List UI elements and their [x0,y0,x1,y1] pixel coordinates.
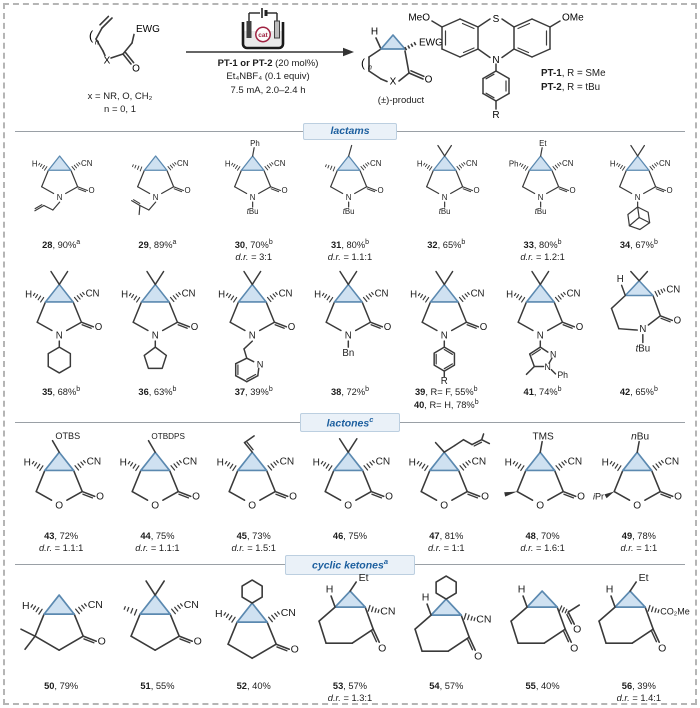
svg-text:N: N [492,55,500,66]
svg-text:n: n [94,37,100,47]
compound-tile-45 [206,433,302,554]
svg-text:CN: CN [375,456,390,468]
structure-28 [13,141,109,237]
compound-label-43 [39,530,83,554]
compound-label-34 [620,238,658,262]
svg-text:O: O [479,322,488,334]
compound-tile-33 [494,138,590,263]
compound-tile-52 [206,575,302,704]
svg-text:R: R [492,110,500,120]
compound-yield: 31, 80%$^b$ [330,239,369,251]
svg-text:N: N [441,192,448,202]
svg-text:CN: CN [85,288,100,300]
structure-33 [494,138,590,237]
section-title: lactams [303,123,396,140]
compound-tile-54 [398,575,494,704]
compound-yield: 32, 65%$^b$ [427,239,466,251]
svg-text:(: ( [361,56,365,70]
svg-text:Et: Et [638,571,649,584]
svg-text:CN: CN [177,158,189,168]
svg-text:H: H [23,457,31,469]
svg-text:O: O [94,322,103,334]
compound-yield: 30, 70%$^b$ [234,239,273,251]
svg-text:H: H [312,457,320,469]
electrochemical-cell-icon [233,7,293,51]
compound-label-50 [44,680,78,704]
compound-tile-41 [494,266,590,409]
structure-41 [494,266,590,384]
compound-label-42 [620,385,658,409]
compound-tile-37 [206,266,302,409]
structure-37 [206,266,302,384]
svg-text:TMS: TMS [532,430,555,442]
structure-54 [398,575,494,679]
compound-label-35 [42,385,80,409]
svg-text:CN: CN [374,288,389,300]
electrode-left [247,21,252,38]
svg-text:H: H [313,289,321,301]
svg-text:N: N [344,330,352,342]
compound-tile-56 [591,571,690,704]
compound-tile-38 [302,266,398,409]
svg-text:CN: CN [278,288,293,300]
structure-46 [302,433,398,529]
svg-text:H: H [609,159,616,169]
svg-text:tBu: tBu [635,343,650,355]
svg-text:tBu: tBu [246,207,259,217]
svg-text:Ph: Ph [249,138,260,148]
svg-text:OMe: OMe [562,12,584,24]
compound-label-48 [520,530,564,554]
svg-text:N: N [56,192,63,202]
compound-label-31 [328,238,372,263]
structure-35 [13,266,109,384]
structure-53 [302,571,398,679]
compound-label-44 [135,530,179,554]
structure-52 [206,575,302,679]
svg-text:N: N [634,192,641,202]
compound-dr: d.r. = 1:1 [427,542,465,553]
svg-text:O: O [247,499,256,511]
compound-tile-47 [398,433,494,554]
structure-51 [109,575,205,679]
compound-label-29 [138,238,176,262]
compound-label-46 [333,530,367,554]
structure-29 [109,141,205,237]
compound-yield: 41, 74%$^b$ [523,386,562,398]
compound-tile-49 [591,430,687,554]
svg-text:N: N [538,192,544,202]
svg-text:N: N [440,330,448,342]
svg-text:X: X [103,55,111,67]
svg-text:H: H [616,274,624,286]
structure-34 [591,141,687,237]
compound-dr: d.r. = 1.1:1 [327,252,373,263]
conditions-line3: 7.5 mA, 2.0–2.4 h [230,84,306,96]
compound-label-45 [232,530,276,554]
svg-text:N: N [55,330,63,342]
structure-30 [206,138,302,237]
svg-text:CN: CN [566,288,581,300]
compound-tile-35 [13,266,109,409]
section-title: lactones$^c$ [300,413,401,433]
svg-text:S: S [492,14,500,25]
reaction-scheme [5,5,695,121]
svg-text:O: O [132,63,140,75]
legend-pt1: PT-1, R = SMe [541,68,606,79]
svg-text:H: H [214,607,223,620]
compound-yield: 53, 57% [332,680,368,691]
svg-text:O: O [569,186,576,196]
compound-tile-31 [302,141,398,263]
svg-text:O: O [536,499,545,511]
section-header-lactones [15,415,685,431]
svg-text:O: O [193,635,203,648]
compound-yield: 43, 72% [44,530,79,541]
svg-text:N: N [537,330,545,342]
svg-text:H: H [601,457,609,469]
svg-text:CN: CN [666,284,680,296]
svg-text:CO₂Me: CO₂Me [659,606,690,617]
compound-label-37 [235,385,273,409]
compound-tile-48 [494,430,590,554]
compound-dr: d.r. = 1.1:1 [135,542,180,553]
compound-label-36 [138,385,176,409]
conditions-line2: Et₄NBF₄ (0.1 equiv) [226,71,310,83]
compound-yield: 38, 72%$^b$ [330,386,369,398]
svg-text:O: O [440,499,449,511]
compound-yield: 55, 40% [525,680,560,691]
compound-dr: d.r. = 1.2:1 [520,252,565,263]
substrate-definitions [45,91,195,117]
product-caption: (±)-product [377,95,425,106]
structure-50 [13,575,109,679]
compound-dr: d.r. = 1:1 [620,542,658,553]
compound-yield: 44, 75% [140,530,175,541]
svg-text:CN: CN [87,598,103,611]
svg-text:N: N [153,192,159,202]
svg-text:Ph: Ph [509,159,519,169]
x-definition: x = NR, O, CH₂ [87,91,153,102]
legend-pt2: PT-2, R = tBu [541,82,601,94]
svg-text:O: O [96,491,104,503]
compound-label-33 [520,238,564,263]
compound-label-28 [42,238,80,262]
compound-yield: 45, 73% [236,530,271,541]
compound-label-49 [621,530,658,554]
svg-text:CN: CN [471,456,487,468]
svg-text:R: R [440,376,448,388]
svg-text:CN: CN [470,288,485,300]
compound-yield: 40, R= H, 78%$^b$ [413,399,479,411]
svg-text:O: O [88,186,95,196]
structure-44 [109,433,205,529]
svg-text:O: O [570,642,579,655]
svg-text:O: O [287,322,295,334]
compound-tile-50 [13,575,109,704]
figure-frame [3,3,697,705]
svg-text:H: H [416,159,423,169]
svg-text:O: O [474,650,483,663]
svg-text:H: H [506,289,514,301]
electrode-right [275,21,280,38]
svg-text:Et: Et [358,571,369,584]
svg-text:H: H [518,583,526,596]
compound-tile-32 [398,141,494,262]
svg-text:O: O [633,499,641,511]
structure-47 [398,433,494,529]
svg-text:O: O [288,491,297,503]
svg-text:O: O [377,186,384,196]
compound-label-30 [235,238,273,263]
compound-tile-46 [302,433,398,554]
svg-text:N: N [544,362,552,373]
compound-yield: 48, 70% [525,530,560,541]
section-header-lactams [15,123,685,139]
svg-text:tBu: tBu [342,207,355,217]
compound-dr: d.r. = 1.1:1 [38,542,84,553]
svg-text:N: N [248,330,256,342]
structure-56 [591,571,690,679]
svg-text:CN: CN [380,605,396,618]
svg-text:O: O [377,642,387,655]
svg-text:O: O [481,491,490,503]
svg-text:H: H [421,591,430,604]
svg-text:O: O [473,186,480,196]
svg-text:CN: CN [466,158,478,168]
svg-text:H: H [605,583,614,596]
svg-text:CN: CN [664,456,679,468]
compound-yield: 56, 39% [621,680,656,691]
compound-yield: 52, 40% [236,680,271,691]
compound-tile-29 [109,141,205,262]
svg-text:Bn: Bn [342,348,355,360]
svg-text:O: O [576,322,584,334]
compound-tile-55 [494,575,590,704]
svg-text:CN: CN [369,158,382,168]
figure-body [5,123,695,704]
svg-text:N: N [249,192,256,202]
svg-text:CN: CN [81,158,93,168]
svg-text:N: N [345,192,352,202]
structure-36 [109,266,205,384]
conditions-line1: PT-1 or PT-2 (20 mol%) [217,58,319,69]
svg-text:Ph: Ph [557,370,569,381]
svg-text:O: O [191,322,199,334]
svg-text:N: N [256,359,264,370]
svg-text:CN: CN [568,456,583,468]
svg-text:CN: CN [279,456,294,468]
compound-yield: 47, 81% [429,530,464,541]
compound-label-53 [328,680,372,704]
svg-text:H: H [25,289,33,301]
compound-yield: 34, 67%$^b$ [619,239,658,251]
svg-text:CN: CN [181,288,196,300]
compound-yield: 35, 68%$^b$ [42,386,81,398]
svg-text:H: H [408,457,417,469]
compound-label-54 [429,680,463,704]
compound-tile-36 [109,266,205,409]
svg-text:CN: CN [562,158,574,168]
svg-text:H: H [217,289,225,301]
compound-grid [5,266,695,411]
structure-31 [302,141,398,237]
section-title: cyclic ketones$^a$ [285,555,415,575]
svg-text:O: O [151,499,160,511]
svg-text:tBu: tBu [438,207,451,217]
svg-text:H: H [505,457,513,469]
n-definition: n = 0, 1 [104,103,136,115]
compound-tile-39 [398,266,494,411]
compound-label-32 [427,238,465,262]
compound-label-56 [617,680,661,704]
svg-text:O: O [383,322,392,334]
svg-text:O: O [97,635,106,648]
compound-yield: 46, 75% [332,530,368,541]
svg-text:O: O [184,186,191,196]
compound-dr: d.r. = 1.4:1 [616,692,662,703]
svg-text:H: H [21,599,30,612]
svg-text:O: O [424,74,433,86]
structure-43 [13,430,109,529]
svg-text:H: H [216,457,224,469]
svg-text:H: H [119,457,128,469]
structure-39 [398,266,494,388]
svg-text:H: H [31,159,38,169]
compound-tile-30 [206,138,302,263]
svg-text:O: O [281,186,288,196]
svg-text:CN: CN [183,598,200,611]
compound-grid [5,430,695,554]
compound-label-39 [414,385,479,411]
compound-label-47 [428,530,465,554]
svg-text:CN: CN [86,456,102,468]
svg-text:O: O [573,623,582,636]
compound-tile-42 [591,266,687,409]
compound-yield: 37, 39%$^b$ [234,386,273,398]
catalyst-structure [403,8,589,120]
svg-text:CN: CN [182,456,198,468]
compound-label-38 [331,385,369,409]
svg-text:H: H [370,26,379,38]
compound-yield: 28, 90%$^a$ [42,239,81,251]
svg-text:OTBDPS: OTBDPS [151,431,186,441]
svg-text:O: O [384,491,393,503]
svg-text:CN: CN [658,158,671,168]
compound-label-52 [237,680,271,704]
svg-text:H: H [410,289,418,301]
structure-32 [398,141,494,237]
compound-yield: 29, 89%$^a$ [138,239,177,251]
compound-dr: d.r. = 1.3:1 [327,692,373,703]
svg-text:MeO: MeO [408,12,430,24]
svg-text:H: H [224,159,231,169]
section-header-cyclic-ketones [15,557,685,573]
svg-text:N: N [152,330,160,342]
substrate-structure [51,11,191,93]
svg-text:O: O [290,643,299,656]
svg-text:(: ( [88,28,94,43]
compound-yield: 33, 80%$^b$ [523,239,562,251]
compound-yield: 51, 55% [140,680,175,691]
svg-text:O: O [55,499,64,511]
svg-text:O: O [657,642,667,655]
compound-grid [5,138,695,263]
svg-text:nBu: nBu [630,430,649,442]
svg-text:CN: CN [280,606,296,619]
compound-yield: 54, 57% [429,680,464,691]
reaction-conditions [175,57,361,97]
compound-yield: 36, 63%$^b$ [138,386,177,398]
svg-text:CN: CN [476,613,492,626]
svg-text:O: O [344,499,352,511]
svg-text:CN: CN [273,158,285,168]
compound-yield: 50, 79% [44,680,79,691]
structure-49 [591,430,687,529]
svg-text:cat: cat [258,32,268,39]
svg-text:EWG: EWG [136,24,160,35]
compound-tile-44 [109,433,205,554]
svg-text:tBu: tBu [535,207,547,217]
svg-text:H: H [121,289,129,301]
svg-text:X: X [389,76,397,88]
compound-dr: d.r. = 3:1 [235,252,273,263]
svg-text:iPr: iPr [592,491,604,502]
compound-tile-43 [13,430,109,554]
svg-text:N: N [550,349,557,360]
compound-dr: d.r. = 1.5:1 [231,542,276,553]
compound-yield: 39, R= F, 55%$^b$ [414,386,478,398]
compound-grid [5,571,695,704]
compound-yield: 42, 65%$^b$ [619,386,658,398]
svg-text:O: O [577,491,586,503]
svg-text:O: O [673,491,682,503]
compound-label-55 [526,680,560,704]
compound-dr: d.r. = 1.6:1 [520,542,565,553]
structure-48 [494,430,590,529]
svg-text:N: N [639,324,647,336]
compound-tile-34 [591,141,687,262]
compound-tile-28 [13,141,109,262]
compound-label-51 [140,680,174,704]
svg-text:Et: Et [539,138,548,148]
svg-text:O: O [666,186,673,196]
structure-38 [302,266,398,384]
svg-text:OTBS: OTBS [55,430,81,441]
structure-42 [591,266,687,384]
compound-yield: 49, 78% [621,530,656,541]
svg-text:n: n [368,64,372,72]
compound-tile-51 [109,575,205,704]
svg-text:O: O [673,315,681,327]
structure-55 [494,575,590,679]
structure-45 [206,433,302,529]
svg-text:H: H [325,583,334,596]
compound-tile-53 [302,571,398,704]
compound-label-41 [524,385,562,409]
svg-text:EWG: EWG [419,37,443,49]
catalyst-legend [541,67,606,95]
svg-text:O: O [192,491,201,503]
